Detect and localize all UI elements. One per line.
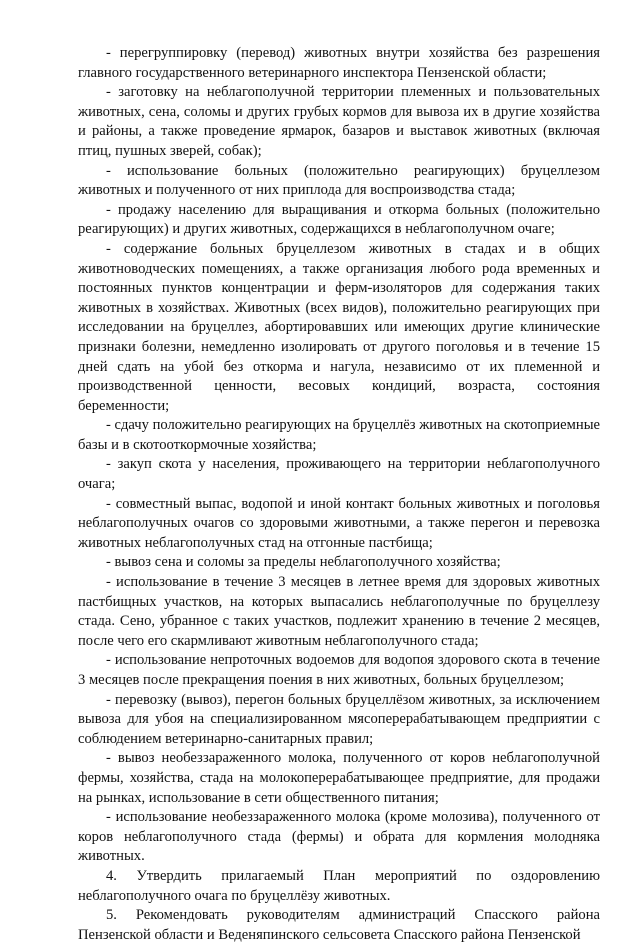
paragraph: - содержание больных бруцеллезом животных в стадах и в общих животноводческих помещениях, а также организация любого рода временных и постоянных пунктов концентрации и ферм-изоляторов для содержания таких животных в хозяйствах. Животных (всех видов), положительно реагирующих при исследовании на бруцеллез, абортировавших или имеющих другие клинические признаки болезни, немедленно изолировать от другого поголовья и в течение 15 дней сдать на убой без откорма и нагула, независимо от их племенной и производственной ценности, весовых кондиций, возраста, состояния беременности; [78,240,600,414]
paragraph: - вывоз необеззараженного молока, полученного от коров неблагополучной фермы, хозяйства, стада на молокоперерабатывающее предприятие, для продажи на рынках, использование в сети общественного питания; [78,750,600,806]
paragraph: - заготовку на неблагополучной территории племенных и пользовательных животных, сена, соломы и других грубых кормов для вывоза их в другие хозяйства и районы, а также проведение ярмарок, базаров и выставок животных (включая птиц, пушных зверей, собак); [78,84,600,159]
document-body [78,44,600,945]
paragraph: - перевозку (вывоз), перегон больных бруцеллёзом животных, за исключением вывоза для убоя на специализированном мясоперерабатывающем предприятии с соблюдением ветеринарно-санитарных правил; [78,691,600,747]
paragraph: - использование больных (положительно реагирующих) бруцеллезом животных и полученного от них приплода для воспроизводства стада; [78,162,600,199]
paragraph: - совместный выпас, водопой и иной контакт больных животных и поголовья неблагополучных очагов со здоровыми животными, а также перегон и перевозка животных неблагополучных стад на отгонные пастбища; [78,495,600,551]
paragraph: - вывоз сена и соломы за пределы неблагополучного хозяйства; [106,554,501,571]
paragraph: - сдачу положительно реагирующих на бруцеллёз животных на скотоприемные базы и в скотооткормочные хозяйства; [78,417,600,453]
paragraph: - использование непроточных водоемов для водопоя здорового скота в течение 3 месяцев после прекращения поения в них животных, больных бруцеллезом; [78,652,600,688]
numbered-paragraph: 4. Утвердить прилагаемый План мероприятий по оздоровлению неблагополучного очага по бруцеллёзу животных. [78,867,600,904]
paragraph: - закуп скота у населения, проживающего на территории неблагополучного очага; [78,456,600,493]
numbered-paragraph: 5. Рекомендовать руководителям администраций Спасского района Пензенской области и Веденяпинского сельсовета Спасского района Пензенской [78,907,600,943]
paragraph: - использование необеззараженного молока (кроме молозива), полученного от коров неблагополучного стада (фермы) и обрата для кормления молодняка животных. [78,809,600,865]
paragraph: - продажу населению для выращивания и откорма больных (положительно реагирующих) и других животных, содержащихся в неблагополучном очаге; [78,201,600,238]
paragraph: - использование в течение 3 месяцев в летнее время для здоровых животных пастбищных участков, на которых выпасались неблагополучные по бруцеллезу стада. Сено, убранное с таких участков, подлежит хранению в течение 2 месяцев, после чего его скармливают животным неблагополучного стада; [78,574,600,649]
paragraph: - перегруппировку (перевод) животных внутри хозяйства без разрешения главного государственного ветеринарного инспектора Пензенской области; [78,45,600,81]
